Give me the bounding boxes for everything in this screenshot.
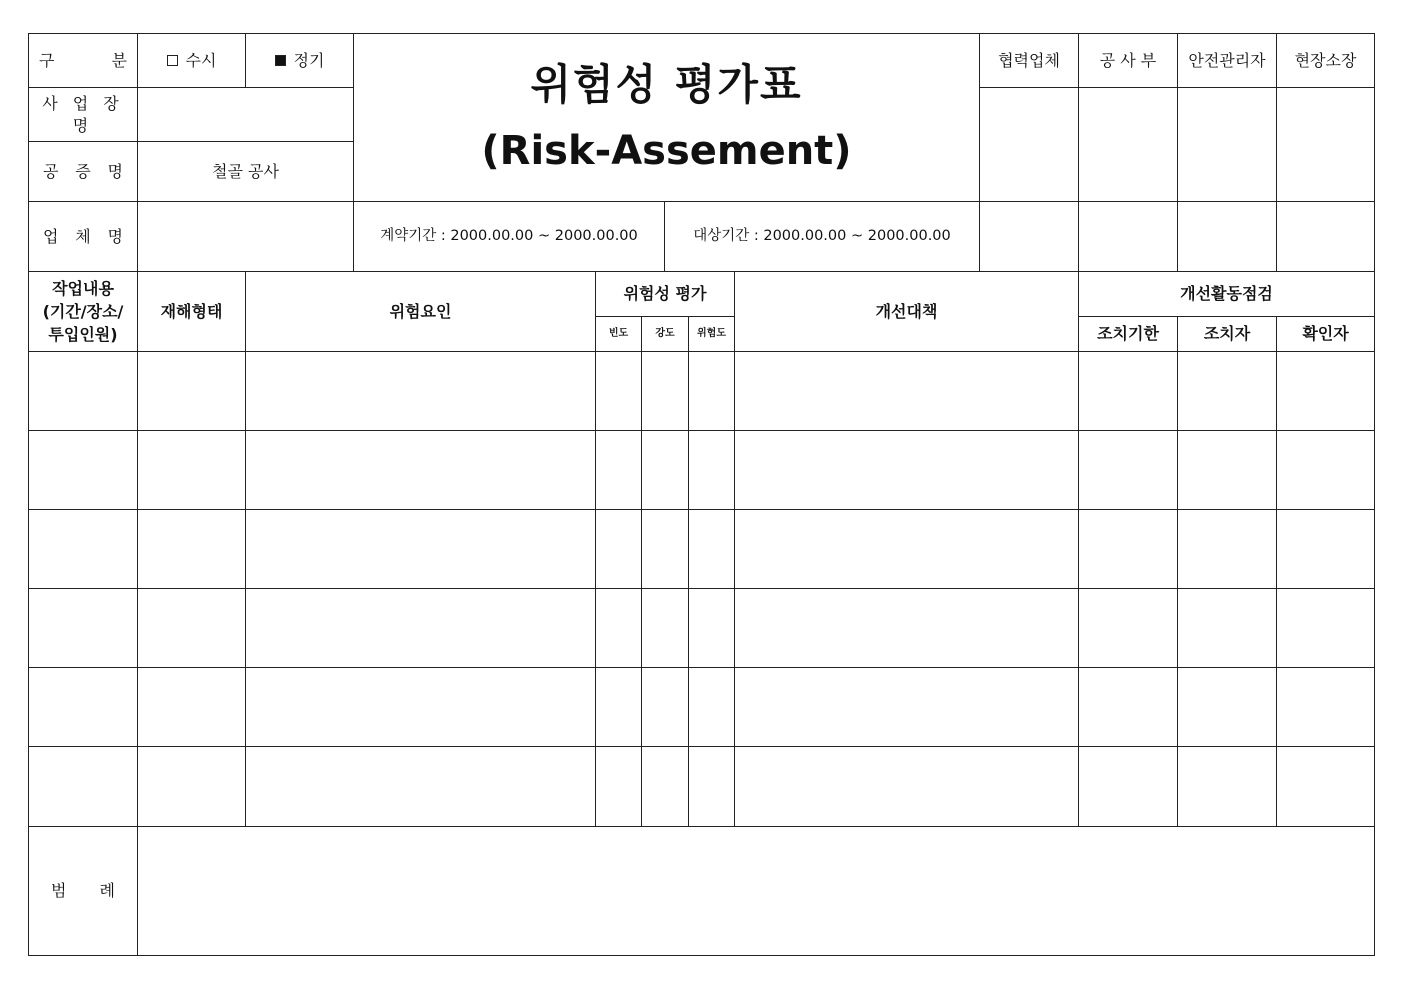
company-value[interactable]	[138, 202, 353, 271]
option-regular-label: 정기	[293, 50, 325, 70]
approval-sign-partner[interactable]	[980, 88, 1078, 201]
checkbox-filled-icon[interactable]	[275, 55, 286, 66]
approval-header-partner: 협력업체	[998, 50, 1060, 70]
company-label-char: 명	[107, 226, 123, 246]
work-type-label-char: 명	[107, 161, 123, 181]
col-work-line: 작업내용	[52, 278, 114, 298]
target-period[interactable]: 대상기간 : 2000.00.00 ~ 2000.00.00	[693, 227, 951, 244]
division-label	[29, 34, 137, 87]
approval-header-construction: 공 사 부	[1099, 50, 1157, 70]
col-work-line: (기간/장소/	[42, 301, 124, 321]
contract-period[interactable]: 계약기간 : 2000.00.00 ~ 2000.00.00	[380, 227, 638, 244]
col-deadline: 조치기한	[1097, 324, 1159, 344]
col-risk-eval: 위험성 평가	[623, 284, 707, 304]
approval-sign-manager[interactable]	[1277, 88, 1374, 201]
col-frequency: 빈도	[608, 328, 629, 340]
approval-sign-construction[interactable]	[1079, 88, 1177, 201]
page-subtitle: (Risk-Assement)	[481, 128, 852, 174]
business-site-value[interactable]	[138, 88, 353, 141]
business-site-label: 사 업 장 명	[42, 93, 124, 135]
division-label-char: 구	[39, 50, 55, 70]
company-label-char: 업	[43, 226, 59, 246]
division-label-char: 분	[111, 50, 127, 70]
option-regular[interactable]	[246, 34, 353, 87]
col-improvement-check: 개선활동점검	[1180, 284, 1273, 304]
col-hazard: 위험요인	[389, 301, 452, 321]
checkbox-empty-icon[interactable]	[167, 55, 178, 66]
legend-label-char: 범	[51, 881, 67, 901]
approval-sign-safety[interactable]	[1178, 88, 1276, 201]
approval-header-safety: 안전관리자	[1188, 50, 1266, 70]
legend-label-char: 례	[99, 881, 115, 901]
work-type-label-char: 공	[43, 161, 59, 181]
col-work-content	[29, 272, 137, 351]
legend-content[interactable]	[138, 827, 1374, 955]
col-accident-type: 재해형태	[160, 301, 223, 321]
page-title: 위험성 평가표	[530, 59, 803, 109]
legend-label	[29, 827, 137, 955]
work-type-label-char: 증	[75, 161, 91, 181]
col-improvement: 개선대책	[875, 301, 938, 321]
company-label-char: 체	[75, 226, 91, 246]
option-occasional[interactable]	[138, 34, 245, 87]
company-label	[29, 202, 137, 271]
approval-header-manager: 현장소장	[1294, 50, 1357, 70]
work-type-label	[29, 142, 137, 201]
col-risk: 위험도	[697, 328, 726, 340]
work-type-value[interactable]: 철골 공사	[212, 161, 279, 181]
col-actor: 조치자	[1203, 324, 1251, 344]
col-severity: 강도	[655, 328, 675, 340]
col-work-line: 투입인원)	[48, 325, 118, 345]
option-occasional-label: 수시	[185, 50, 217, 70]
col-confirmer: 확인자	[1302, 324, 1349, 344]
